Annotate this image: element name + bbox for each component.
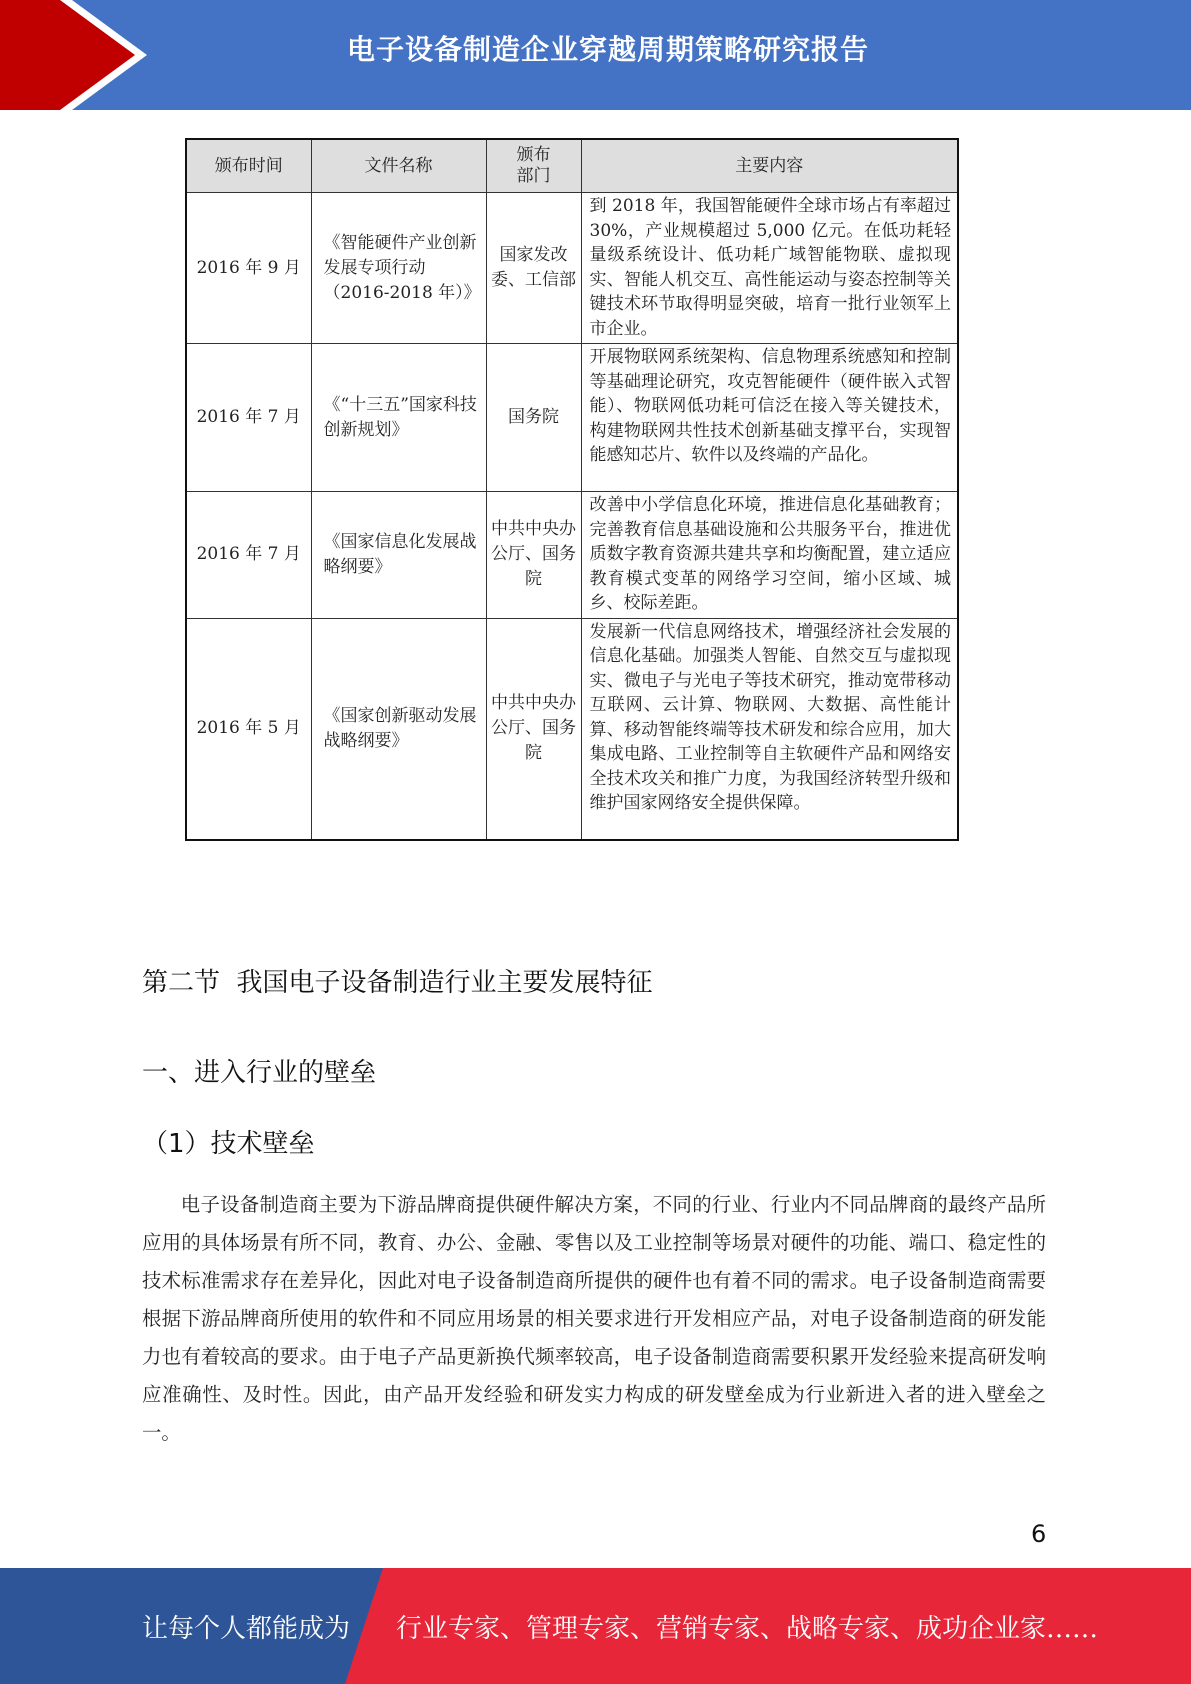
cell-content: 到 2018 年，我国智能硬件全球市场占有率超过 30%，产业规模超过 5,000 亿元。在低功耗轻量级系统设计、低功耗广域智能物联、虚拟现实、智能人机交互、高性能运动与姿态控制等关键技术环节取得明显突破，培育一批行业领军上市企业。 <box>581 193 958 344</box>
policy-table <box>185 138 959 841</box>
subheading-barriers: 一、进入行业的壁垒 <box>142 1058 377 1088</box>
cell-content: 发展新一代信息网络技术，增强经济社会发展的信息化基础。加强类人智能、自然交互与虚拟现实、微电子与光电子等技术研究，推动宽带移动互联网、云计算、物联网、大数据、高性能计算、移动智能终端等技术研发和综合应用，加大集成电路、工业控制等自主软硬件产品和网络安全技术攻关和推广力度，为我国经济转型升级和维护国家网络安全提供保障。 <box>581 618 958 840</box>
table-row <box>186 344 958 492</box>
page-number: 6 <box>1031 1520 1047 1548</box>
cell-dept: 中共中央办公厅、国务院 <box>486 618 581 840</box>
body-paragraph: 电子设备制造商主要为下游品牌商提供硬件解决方案，不同的行业、行业内不同品牌商的最终产品所应用的具体场景有所不同，教育、办公、金融、零售以及工业控制等场景对硬件的功能、端口、稳定性的技术标准需求存在差异化，因此对电子设备制造商所提供的硬件也有着不同的需求。电子设备制造商需要根据下游品牌商所使用的软件和不同应用场景的相关要求进行开发相应产品，对电子设备制造商的研发能力也有着较高的要求。由于电子产品更新换代频率较高，电子设备制造商需要积累开发经验来提高研发响应准确性、及时性。因此，由产品开发经验和研发实力构成的研发壁垒成为行业新进入者的进入壁垒之一。 <box>142 1193 1046 1444</box>
header-dept: 颁布 部门 <box>486 139 581 193</box>
cell-dept: 中共中央办公厅、国务院 <box>486 492 581 619</box>
subheading-tech-barrier: （1）技术壁垒 <box>142 1129 315 1159</box>
table-row <box>186 492 958 619</box>
cell-date: 2016 年 7 月 <box>186 344 311 492</box>
cell-dept: 国家发改委、工信部 <box>486 193 581 344</box>
page-header <box>0 0 1191 110</box>
table-header-row <box>186 139 958 193</box>
report-title: 电子设备制造企业穿越周期策略研究报告 <box>346 33 869 66</box>
cell-name: 《“十三五”国家科技创新规划》 <box>311 344 486 492</box>
table-row <box>186 618 958 840</box>
cell-content: 开展物联网系统架构、信息物理系统感知和控制等基础理论研究，攻克智能硬件（硬件嵌入式智能）、物联网低功耗可信泛在接入等关键技术，构建物联网共性技术创新基础支撑平台，实现智能感知芯片、软件以及终端的产品化。 <box>581 344 958 492</box>
footer-slogan-right: 行业专家、管理专家、营销专家、战略专家、成功企业家…… <box>396 1614 1099 1644</box>
cell-name: 《国家创新驱动发展战略纲要》 <box>311 618 486 840</box>
footer-slogan-left: 让每个人都能成为 <box>142 1614 351 1644</box>
page-footer <box>0 1568 1191 1684</box>
section-heading: 第二节 我国电子设备制造行业主要发展特征 <box>142 968 653 998</box>
header-name: 文件名称 <box>311 139 486 193</box>
header-date: 颁布时间 <box>186 139 311 193</box>
cell-dept: 国务院 <box>486 344 581 492</box>
cell-date: 2016 年 7 月 <box>186 492 311 619</box>
cell-date: 2016 年 9 月 <box>186 193 311 344</box>
cell-content: 改善中小学信息化环境，推进信息化基础教育；完善教育信息基础设施和公共服务平台，推进优质数字教育资源共建共享和均衡配置，建立适应教育模式变革的网络学习空间，缩小区域、城乡、校际差距。 <box>581 492 958 619</box>
cell-date: 2016 年 5 月 <box>186 618 311 840</box>
table-row <box>186 193 958 344</box>
cell-name: 《国家信息化发展战略纲要》 <box>311 492 486 619</box>
header-content: 主要内容 <box>581 139 958 193</box>
cell-name: 《智能硬件产业创新发展专项行动（2016-2018 年）》 <box>311 193 486 344</box>
